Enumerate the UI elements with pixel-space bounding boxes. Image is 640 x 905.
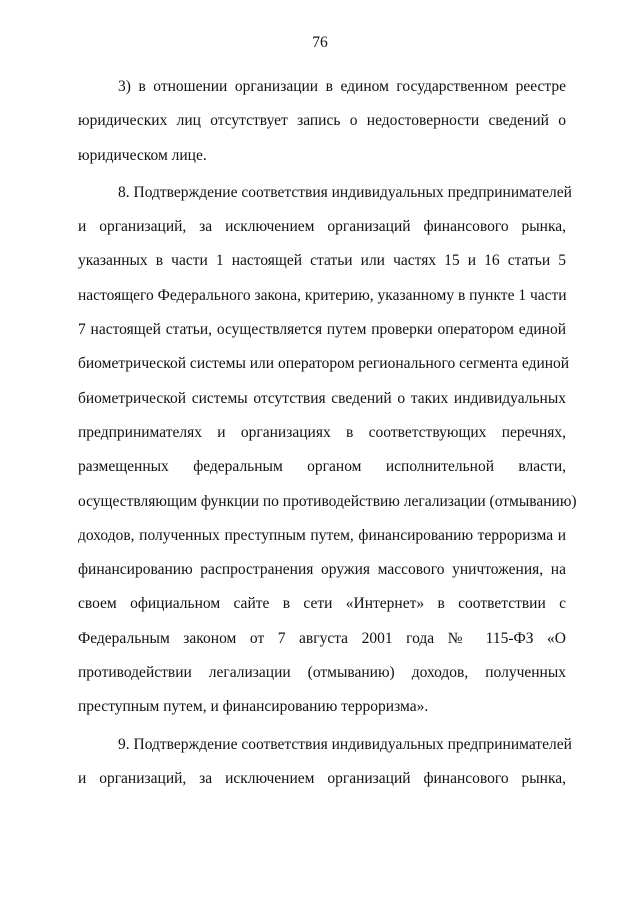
page-number: 76	[312, 34, 328, 51]
text-line: своем официальном сайте в сети «Интернет» в соответствии с	[78, 595, 566, 613]
text-line: указанных в части 1 настоящей статьи или частях 15 и 16 статьи 5	[78, 252, 566, 270]
text-line: биометрической системы или оператором регионального сегмента единой	[78, 355, 570, 373]
text-line: преступным путем, и финансированию терроризма».	[78, 698, 429, 716]
text-line: и организаций, за исключением организаций финансового рынка,	[78, 769, 566, 787]
text-line: осуществляющим функции по противодействию легализации (отмыванию)	[78, 492, 577, 510]
text-line: 7 настоящей статьи, осуществляется путем проверки оператором единой	[78, 321, 566, 339]
text-line: предпринимателях и организациях в соответствующих перечнях,	[78, 423, 566, 441]
text-line: 8. Подтверждение соответствия индивидуальных предпринимателей	[118, 183, 572, 201]
text-line: Федеральным законом от 7 августа 2001 года № 115-ФЗ «О	[78, 629, 566, 647]
document-body	[78, 70, 577, 796]
text-line: размещенных федеральным органом исполнительной власти,	[78, 458, 566, 476]
text-line: противодействии легализации (отмыванию) доходов, полученных	[78, 664, 566, 682]
text-line: биометрической системы отсутствия сведений о таких индивидуальных	[78, 389, 566, 407]
text-line: настоящего Федерального закона, критерию, указанному в пункте 1 части	[78, 286, 567, 304]
text-line: 9. Подтверждение соответствия индивидуальных предпринимателей	[118, 735, 572, 753]
text-line: и организаций, за исключением организаций финансового рынка,	[78, 218, 566, 236]
text-line: доходов, полученных преступным путем, финансированию терроризма и	[78, 526, 566, 544]
text-line: 3) в отношении организации в едином государственном реестре	[118, 78, 566, 95]
text-line: юридическом лице.	[78, 146, 207, 164]
text-line: финансированию распространения оружия массового уничтожения, на	[78, 561, 566, 579]
text-line: юридических лиц отсутствует запись о недостоверности сведений о	[78, 112, 566, 130]
